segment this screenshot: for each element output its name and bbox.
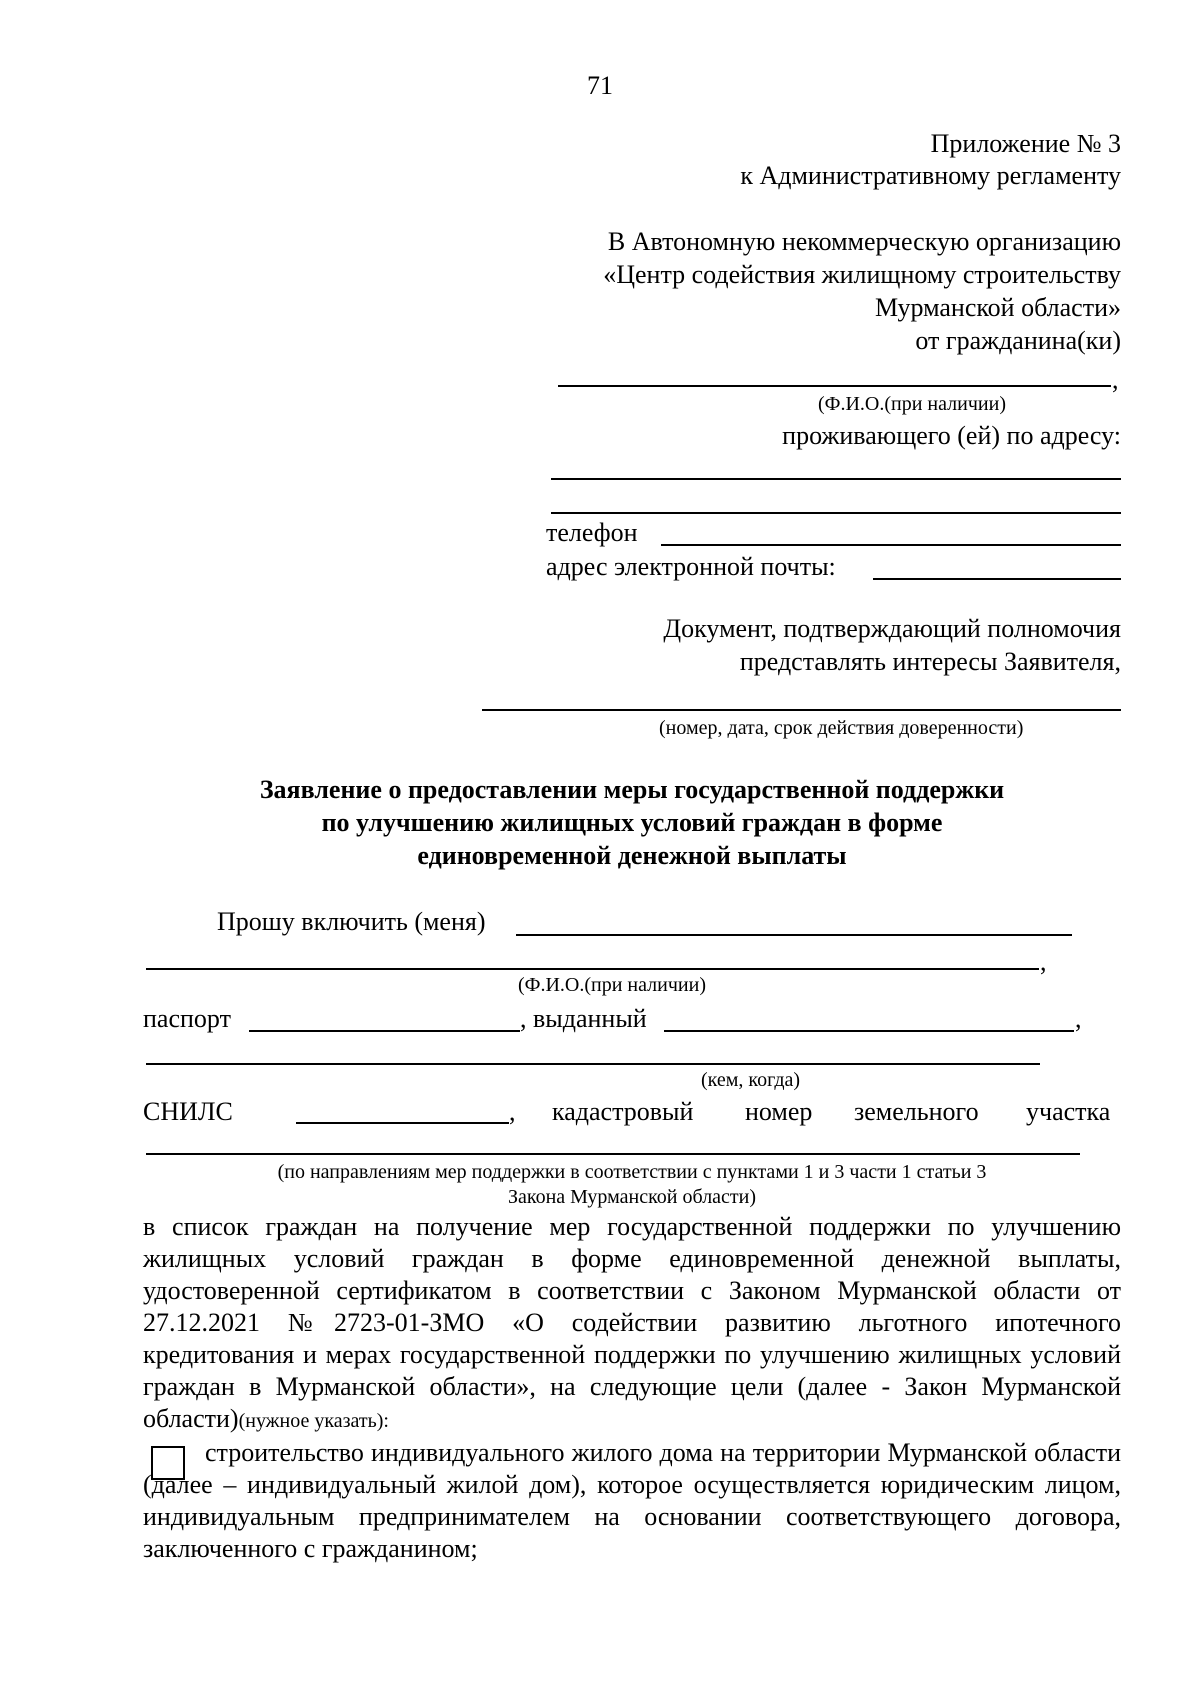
phone-label: телефон	[546, 518, 638, 547]
request-fio-field[interactable]	[516, 934, 1072, 936]
address-field-1[interactable]	[551, 478, 1121, 480]
addressee-line-4: от гражданина(ки)	[915, 326, 1121, 355]
cadastral-word-1: кадастровый	[552, 1097, 694, 1126]
cadastral-hint-2: Закона Мурманской области)	[507, 1186, 757, 1208]
phone-field[interactable]	[661, 544, 1121, 546]
passport-field[interactable]	[249, 1030, 520, 1032]
appendix-line-1: Приложение № 3	[930, 129, 1121, 158]
address-label: проживающего (ей) по адресу:	[782, 421, 1121, 450]
request-fio-field-2[interactable]	[146, 968, 1039, 970]
title-line-3: единовременной денежной выплаты	[417, 841, 847, 870]
snils-field[interactable]	[296, 1122, 509, 1124]
addressee-line-1: В Автономную некоммерческую организацию	[607, 227, 1121, 256]
cadastral-hint-1: (по направлениям мер поддержки в соответствии с пунктами 1 и 3 части 1 статьи 3	[277, 1161, 987, 1183]
request-fio-hint: (Ф.И.О.(при наличии)	[518, 974, 706, 996]
authority-hint: (номер, дата, срок действия доверенности)	[659, 717, 1024, 739]
option-1-text: строительство индивидуального жилого дома на территории Мурманской области (далее – индивидуальный жилой дом), которое осуществляется юридическим лицом, индивидуальным предпринимателем на основании соответствующего договора, заключенного с гражданином;	[143, 1438, 1121, 1563]
request-label: Прошу включить (меня)	[217, 907, 486, 936]
cadastral-field[interactable]	[146, 1153, 1080, 1155]
authority-field[interactable]	[482, 709, 1121, 711]
applicant-fio-hint: (Ф.И.О.(при наличии)	[818, 393, 1006, 415]
appendix-line-2: к Административному регламенту	[740, 161, 1121, 190]
issued-label: , выданный	[520, 1004, 647, 1033]
title-line-1: Заявление о предоставлении меры государственной поддержки	[259, 775, 1005, 804]
email-label: адрес электронной почты:	[546, 552, 836, 581]
addressee-line-2: «Центр содействия жилищному строительству	[603, 260, 1121, 289]
cadastral-word-4: участка	[1026, 1097, 1111, 1126]
issued-field[interactable]	[664, 1030, 1074, 1032]
applicant-fio-comma: ,	[1112, 365, 1119, 394]
authority-line-1: Документ, подтверждающий полномочия	[663, 614, 1121, 643]
authority-line-2: представлять интересы Заявителя,	[739, 647, 1121, 676]
issued-comma: ,	[1075, 1004, 1082, 1033]
page-number: 71	[587, 71, 613, 100]
body-paragraph-text: в список граждан на получение мер государственной поддержки по улучшению жилищных условий граждан в форме единовременной денежной выплаты, удостоверенной сертификатом в соответствии с Законом Мурманской области от 27.12.2021 №2723-01-ЗМО «О содействии развитию льготного ипотечного кредитования и мерах государственной поддержки по улучшению жилищных условий граждан в Мурманской области», на следующие цели (далее - Закон Мурманской области)	[143, 1212, 1121, 1433]
snils-label: СНИЛС	[143, 1097, 233, 1126]
body-paragraph-note: (нужное указать):	[238, 1410, 389, 1432]
address-field-2[interactable]	[551, 512, 1121, 514]
email-field[interactable]	[873, 578, 1121, 580]
cadastral-comma: ,	[509, 1097, 516, 1126]
cadastral-word-2: номер	[745, 1097, 813, 1126]
cadastral-word-3: земельного	[854, 1097, 979, 1126]
addressee-line-3: Мурманской области»	[875, 293, 1121, 322]
issued-hint: (кем, когда)	[701, 1069, 801, 1091]
title-line-2: по улучшению жилищных условий граждан в форме	[321, 808, 943, 837]
body-paragraph	[143, 1211, 1121, 1437]
request-fio-comma: ,	[1040, 947, 1047, 976]
applicant-fio-field[interactable]	[558, 385, 1111, 387]
issued-field-2[interactable]	[146, 1063, 1040, 1065]
passport-label: паспорт	[143, 1004, 231, 1033]
